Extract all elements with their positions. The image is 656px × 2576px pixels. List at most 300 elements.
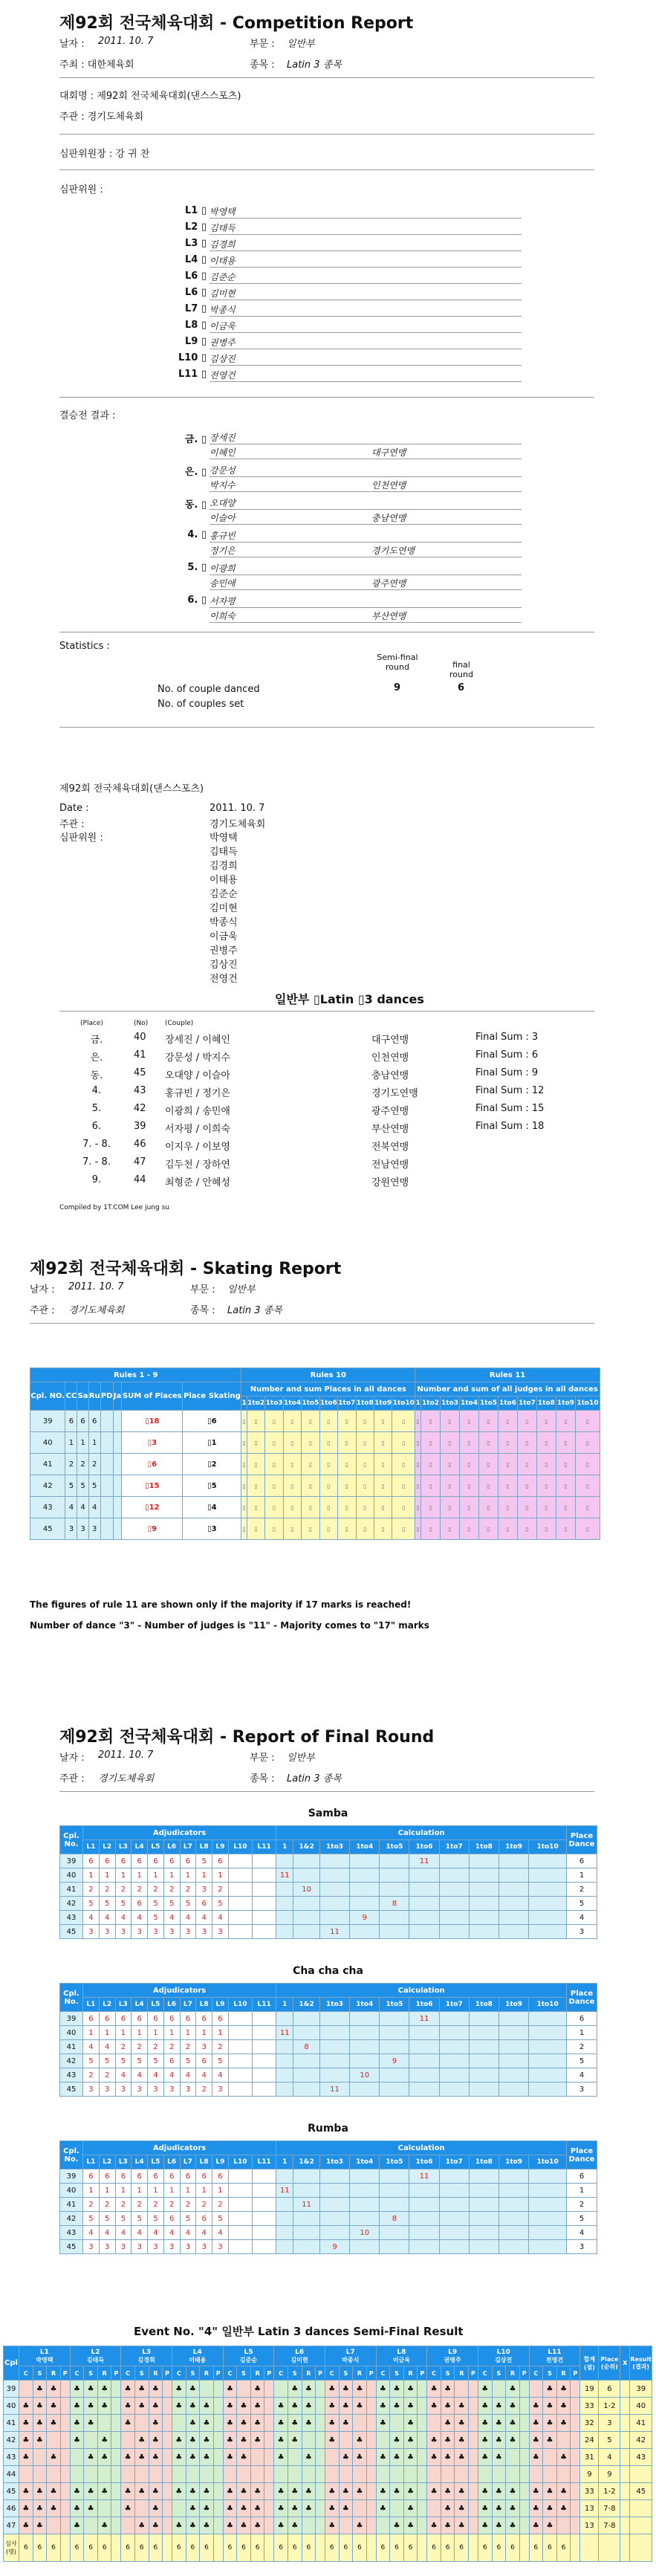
final-calc-cell (350, 2212, 380, 2226)
final-calc-col-header: 1&2 (293, 1998, 320, 2012)
final-calc-cell (276, 2198, 293, 2212)
rules11-col-header: 1to8 (536, 1397, 556, 1411)
final-mark-empty (252, 2212, 276, 2226)
semi-sub-header: S (288, 2366, 302, 2381)
final-calc-col-header: 1to3 (319, 2155, 349, 2169)
semi-mark-cell (70, 2466, 84, 2483)
semi-mark-cell: ♣ (529, 2517, 543, 2534)
summary-place: 금. (90, 1035, 103, 1046)
semi-mark-cell (556, 2466, 571, 2483)
judge-name: 박영택 (210, 205, 522, 219)
semi-mark-cell (264, 2381, 274, 2398)
skating-cpl: 40 (30, 1432, 65, 1454)
final-mark: 4 (131, 2068, 148, 2083)
final-row (60, 2169, 597, 2184)
final-calc-cell (380, 2169, 409, 2184)
semi-mark-cell (418, 2500, 427, 2517)
rules10-cell: ▯ (265, 1432, 283, 1454)
rules10-cell: ▯ (374, 1454, 392, 1475)
final-calc-cell (380, 1925, 409, 1939)
final-mark-empty (252, 2226, 276, 2240)
semi-mark-cell: ♣ (529, 2500, 543, 2517)
rules10-cell: ▯ (302, 1497, 319, 1518)
semi-mark-cell: ♣ (441, 2517, 455, 2534)
semi-mark-cell: ♣ (543, 2517, 557, 2534)
final-mark: 1 (212, 2026, 229, 2040)
semi-mark-cell (60, 2381, 70, 2398)
rules10-cell: ▯ (241, 1475, 247, 1497)
final-judge-header: L7 (180, 1998, 196, 2012)
final-place: 4 (567, 2226, 597, 2240)
semi-mark-cell (366, 2500, 376, 2517)
semi-mark-cell (316, 2500, 325, 2517)
final-calc-cell (409, 1897, 439, 1911)
skating-pd (100, 1454, 113, 1475)
semi-mark-cell: ♣ (376, 2415, 390, 2432)
final-calc-cell (319, 2040, 349, 2054)
semi-mark-cell (469, 2483, 478, 2500)
final-mark: 1 (212, 1868, 229, 1883)
final-calc-cell (469, 2184, 499, 2198)
rules11-cell: ▯ (415, 1475, 421, 1497)
rules10-cell: ▯ (283, 1497, 301, 1518)
final-mark: 5 (148, 2212, 164, 2226)
semi-mark-cell: ♣ (33, 2432, 47, 2449)
semi-judge-name: 박종식 (342, 2356, 360, 2363)
semi-judge-header (325, 2346, 376, 2366)
summary-team: 전남연맹 (371, 1159, 409, 1171)
semi-result: 40 (630, 2398, 652, 2415)
semi-mark-cell: ♣ (556, 2415, 571, 2432)
semi-mark-cell: ♣ (403, 2483, 418, 2500)
rules10-cell: ▯ (356, 1475, 374, 1497)
summary-couple: 서자평 / 이희숙 (165, 1124, 230, 1135)
summary-couple: 김두천 / 장하연 (165, 1159, 230, 1171)
skating-place: ▯6 (183, 1411, 241, 1432)
semi-mark-cell: ♣ (556, 2381, 571, 2398)
rules10-cell: ▯ (356, 1411, 374, 1432)
semi-sub-header: P (418, 2366, 427, 2381)
final-mark: 5 (99, 2212, 115, 2226)
final-mark: 6 (163, 2012, 180, 2026)
semi-mark-cell: ♣ (250, 2500, 264, 2517)
final-calc-cell (469, 2169, 499, 2184)
final-calc-cell (499, 1883, 528, 1897)
skating-sa: 2 (77, 1454, 88, 1475)
judge-name: 이태용 (210, 254, 522, 268)
final-mark: 3 (131, 2240, 148, 2254)
final-mark: 2 (99, 1883, 115, 1897)
final-calc-cell (409, 1911, 439, 1925)
semi-mark-cell: ♣ (70, 2381, 84, 2398)
final-mark: 6 (212, 1854, 229, 1868)
semi-mark-cell: ♣ (121, 2500, 135, 2517)
semi-footer-value: 6 (506, 2534, 520, 2562)
result-team: 충남연맹 (371, 513, 406, 523)
semi-row (4, 2500, 652, 2517)
semi-cpl: 44 (4, 2466, 19, 2483)
semi-mark-cell (237, 2466, 251, 2483)
final-mark: 5 (83, 2212, 100, 2226)
semi-judge-header (274, 2346, 325, 2366)
final-calc-cell (380, 1868, 409, 1883)
stats-row-danced: No. of couple danced (157, 684, 260, 695)
semi-mark-cell (200, 2381, 214, 2398)
semi-mark-cell: ♣ (325, 2381, 339, 2398)
final-mark: 4 (148, 2226, 164, 2240)
final-mark-empty (228, 2226, 252, 2240)
semi-mark-cell (111, 2449, 121, 2466)
semi-mark-cell (213, 2432, 223, 2449)
final-judge-header: L6 (163, 2155, 180, 2169)
final-mark: 1 (180, 1868, 196, 1883)
summary-place: 5. (91, 1103, 102, 1114)
final-header-row (60, 1826, 597, 1840)
final-mark-empty (228, 2169, 252, 2184)
skating-event-label: 종목 : (190, 1305, 215, 1316)
semi-sub-header: P (469, 2366, 478, 2381)
semi-mark-cell (519, 2483, 529, 2500)
final-place: 4 (567, 2068, 597, 2083)
final-mark: 3 (99, 2083, 115, 2097)
final-calc-cell (529, 2212, 567, 2226)
final-mark: 4 (180, 1911, 196, 1925)
semi-mark-cell: ♣ (200, 2449, 214, 2466)
final-mark: 2 (83, 1883, 100, 1897)
final-judge-header: L5 (148, 2155, 164, 2169)
rules11-cell: ▯ (536, 1454, 556, 1475)
semi-mark-cell (366, 2517, 376, 2534)
summary-judge-name: 박영택 (210, 832, 238, 844)
result-partner-b: 이혜인 (210, 446, 522, 459)
semi-mark-cell: ♣ (274, 2483, 288, 2500)
rules11-cell: ▯ (441, 1518, 460, 1540)
rules10-col-header: 1to9 (374, 1397, 392, 1411)
semi-result: 45 (630, 2483, 652, 2500)
semi-x-header: X (620, 2346, 630, 2381)
final-cpl: 39 (60, 1854, 83, 1868)
final-mark: 3 (115, 1925, 131, 1939)
semi-mark-cell (339, 2517, 353, 2534)
final-calc-cell (439, 1883, 469, 1897)
final-calc-cell (319, 1868, 349, 1883)
final-calc-cell (529, 1854, 567, 1868)
rules10-cell: ▯ (338, 1497, 356, 1518)
semi-mark-cell: ♣ (172, 2432, 186, 2449)
semi-total: 31 (580, 2449, 599, 2466)
final-cpl: 43 (60, 2226, 83, 2240)
final-row (60, 2040, 597, 2054)
final-place: 4 (567, 1911, 597, 1925)
semi-mark-cell: ♣ (339, 2483, 353, 2500)
semi-mark-cell (366, 2398, 376, 2415)
semi-mark-cell (316, 2432, 325, 2449)
semi-mark-cell (506, 2449, 520, 2466)
semi-mark-cell: ♣ (97, 2517, 111, 2534)
rules11-cell: ▯ (536, 1475, 556, 1497)
semi-footer-value: 6 (97, 2534, 111, 2562)
final-mark: 2 (212, 2198, 229, 2212)
final-calc-cell (293, 1925, 320, 1939)
final-calc-cell (409, 2226, 439, 2240)
semi-mark-cell: ♣ (97, 2398, 111, 2415)
semi-mark-cell: ♣ (556, 2398, 571, 2415)
semi-sub-header: P (264, 2366, 274, 2381)
final-calc-cell (499, 1897, 528, 1911)
semi-mark-cell (47, 2466, 61, 2483)
semi-mark-cell (519, 2398, 529, 2415)
rules10-cell: ▯ (247, 1454, 264, 1475)
semi-mark-cell (302, 2517, 316, 2534)
judge-code: L9 ▯ (184, 336, 207, 347)
skating-pd (100, 1518, 113, 1540)
final-mark: 3 (196, 1883, 212, 1897)
final-mark-empty (228, 1897, 252, 1911)
final-mark: 6 (148, 1854, 164, 1868)
final-calc-cell (439, 2184, 469, 2198)
semi-mark-cell (163, 2517, 172, 2534)
skating-ja (113, 1475, 122, 1497)
final-mark: 5 (131, 2054, 148, 2068)
semi-mark-cell (97, 2466, 111, 2483)
semi-sub-header: R (149, 2366, 163, 2381)
final-mark: 1 (180, 2026, 196, 2040)
skating-ru: 5 (88, 1475, 100, 1497)
rules11-cell: ▯ (575, 1497, 600, 1518)
skating-ja (113, 1411, 122, 1432)
rules11-cell: ▯ (575, 1518, 600, 1540)
final-mark: 3 (115, 2240, 131, 2254)
semi-mark-cell: ♣ (186, 2381, 200, 2398)
semi-footer-value: 6 (478, 2534, 492, 2562)
summary-col-no: (No) (134, 1020, 149, 1027)
final-mark: 4 (148, 2068, 164, 2083)
rules11-cell: ▯ (498, 1475, 517, 1497)
final-calc-cell (350, 2040, 380, 2054)
semi-mark-cell: ♣ (288, 2517, 302, 2534)
semi-mark-cell: ♣ (288, 2483, 302, 2500)
final-judge-header: L11 (252, 1998, 276, 2012)
final-calc-col-header: 1to10 (529, 1840, 567, 1854)
semi-sub-header: R (200, 2366, 214, 2381)
semi-mark-cell (316, 2449, 325, 2466)
final-calc-col-header: 1to9 (499, 2155, 528, 2169)
final-calc-cell (293, 2184, 320, 2198)
rules11-cell: ▯ (421, 1497, 441, 1518)
final-calc-cell (499, 2212, 528, 2226)
final-calc-cell (409, 2083, 439, 2097)
semi-mark-cell (427, 2415, 441, 2432)
semi-mark-cell: ♣ (339, 2449, 353, 2466)
final-calc-cell (276, 2083, 293, 2097)
final-calc-cell (350, 1925, 380, 1939)
semi-mark-cell (390, 2500, 404, 2517)
result-partner-b: 이희숙 (210, 609, 522, 623)
final-mark: 1 (148, 1868, 164, 1883)
semi-mark-cell: ♣ (302, 2500, 316, 2517)
final-row (60, 2068, 597, 2083)
final-calc-col-header: 1to3 (319, 1840, 349, 1854)
semi-mark-cell (111, 2500, 121, 2517)
semi-mark-cell (33, 2466, 47, 2483)
semi-mark-cell (469, 2517, 478, 2534)
final-calc-cell (409, 2040, 439, 2054)
semi-x-cell (620, 2483, 630, 2500)
semi-sub-header: C (478, 2366, 492, 2381)
semi-mark-cell: ♣ (543, 2483, 557, 2500)
final-calc-cell: 10 (293, 1883, 320, 1897)
semi-x-cell (620, 2381, 630, 2398)
final-mark-empty (252, 2012, 276, 2026)
final-mark: 6 (180, 2012, 196, 2026)
semi-row (4, 2466, 652, 2483)
final-mark: 6 (212, 2012, 229, 2026)
result-team: 부산연맹 (371, 611, 406, 621)
final-calc-cell (319, 1911, 349, 1925)
semi-mark-cell (519, 2500, 529, 2517)
final-calc-cell (409, 2026, 439, 2040)
semi-mark-cell (163, 2432, 172, 2449)
final-calc-cell: 11 (276, 2026, 293, 2040)
final-calc-cell (469, 1883, 499, 1897)
result-partner-a: 홍규빈 (210, 529, 522, 543)
semi-mark-cell (455, 2381, 469, 2398)
final-mark: 5 (180, 2054, 196, 2068)
semi-mark-cell: ♣ (376, 2381, 390, 2398)
semi-footer-value: 6 (250, 2534, 264, 2562)
semi-mark-cell (529, 2381, 543, 2398)
semi-x-cell (620, 2500, 630, 2517)
final-calc-cell (439, 2068, 469, 2083)
semi-mark-cell (111, 2398, 121, 2415)
final-mark: 2 (196, 2198, 212, 2212)
dance-name: Samba (308, 1808, 348, 1819)
semi-footer-value: 6 (390, 2534, 404, 2562)
final-calc-cell (319, 1883, 349, 1897)
skating-cpl: 41 (30, 1454, 65, 1475)
judge-name: 이금욱 (210, 320, 522, 333)
semi-mark-cell: ♣ (134, 2398, 149, 2415)
final-mark: 1 (196, 2026, 212, 2040)
final-judge-header: L11 (252, 2155, 276, 2169)
semi-mark-cell: ♣ (506, 2517, 520, 2534)
rules11-col-header: 1to9 (556, 1397, 575, 1411)
final-mark: 6 (99, 2169, 115, 2184)
rules10-cell: ▯ (241, 1411, 247, 1432)
final-calc-cell (350, 1883, 380, 1897)
semi-place: 6 (599, 2381, 620, 2398)
skating-pd (100, 1475, 113, 1497)
semi-mark-cell: ♣ (455, 2432, 469, 2449)
semi-mark-cell: ♣ (492, 2398, 506, 2415)
semi-sub-header: S (33, 2366, 47, 2381)
semi-place: 1-2 (599, 2398, 620, 2415)
rules10-cell: ▯ (319, 1432, 337, 1454)
semi-total: 13 (580, 2500, 599, 2517)
semi-mark-cell: ♣ (223, 2415, 237, 2432)
rules10-cell: ▯ (302, 1518, 319, 1540)
summary-no: 39 (134, 1121, 146, 1132)
semi-mark-cell: ♣ (200, 2415, 214, 2432)
semi-mark-cell: ♣ (250, 2483, 264, 2500)
divider (59, 134, 594, 135)
final-mark: 3 (163, 2083, 180, 2097)
semi-sub-header: P (213, 2366, 223, 2381)
semi-mark-cell: ♣ (70, 2500, 84, 2517)
summary-no: 41 (134, 1049, 146, 1061)
semi-mark-cell (84, 2432, 98, 2449)
final-mark: 6 (196, 2169, 212, 2184)
final-calc-cell (529, 2240, 567, 2254)
summary-team: 강원연맹 (371, 1177, 409, 1188)
summary-place: 7. - 8. (82, 1156, 111, 1168)
semi-mark-cell: ♣ (186, 2483, 200, 2500)
final-row (60, 2184, 597, 2198)
semi-place: 4 (599, 2449, 620, 2466)
semi-mark-cell: ♣ (121, 2381, 135, 2398)
final-mark: 2 (99, 2198, 115, 2212)
semi-mark-cell (121, 2432, 135, 2449)
final-mark: 3 (99, 1925, 115, 1939)
semi-mark-cell: ♣ (47, 2449, 61, 2466)
semi-mark-cell: ♣ (200, 2500, 214, 2517)
final-mark: 4 (212, 1911, 229, 1925)
semi-mark-cell: ♣ (441, 2500, 455, 2517)
final-mark: 6 (163, 1854, 180, 1868)
semi-mark-cell (264, 2449, 274, 2466)
semi-sub-header: R (250, 2366, 264, 2381)
rules10-cell: ▯ (319, 1518, 337, 1540)
final-mark: 6 (99, 2012, 115, 2026)
final-calc-cell (380, 1883, 409, 1897)
semi-mark-cell: ♣ (47, 2415, 61, 2432)
semi-mark-cell (366, 2483, 376, 2500)
final-mark: 6 (131, 1854, 148, 1868)
final-adj-header: Adjudicators (83, 1984, 276, 1998)
skating-event-value: Latin 3 종목 (227, 1305, 282, 1316)
semi-mark-cell: ♣ (274, 2517, 288, 2534)
semi-total: 13 (580, 2517, 599, 2534)
final-calc-cell (319, 2068, 349, 2083)
final-mark: 6 (131, 2012, 148, 2026)
final-cpl: 42 (60, 2212, 83, 2226)
semi-result (630, 2466, 652, 2483)
semi-footer-empty (599, 2534, 620, 2562)
semi-mark-cell: ♣ (274, 2432, 288, 2449)
semi-total: 33 (580, 2398, 599, 2415)
summary-judges-label: 심판위원 : (59, 832, 103, 844)
semi-sub-header: S (186, 2366, 200, 2381)
summary-date-label: Date : (59, 803, 89, 814)
semi-mark-cell (519, 2381, 529, 2398)
final-calc-cell (319, 2026, 349, 2040)
rules11-cell: ▯ (421, 1475, 441, 1497)
rules10-cell: ▯ (302, 1411, 319, 1432)
semi-mark-cell: ♣ (390, 2517, 404, 2534)
final-judge-header: L8 (196, 1840, 212, 1854)
final-cpl: 45 (60, 2083, 83, 2097)
final-calc-cell: 9 (350, 1911, 380, 1925)
summary-team: 대구연맹 (371, 1035, 409, 1046)
semi-footer-value (316, 2534, 325, 2562)
semi-x-cell (620, 2517, 630, 2534)
final-mark: 2 (115, 2198, 131, 2212)
rules10-cell: ▯ (265, 1475, 283, 1497)
judge-code: L4 ▯ (184, 254, 207, 265)
semi-mark-cell: ♣ (149, 2381, 163, 2398)
competition-report (0, 0, 656, 1211)
semi-mark-cell: ♣ (441, 2449, 455, 2466)
